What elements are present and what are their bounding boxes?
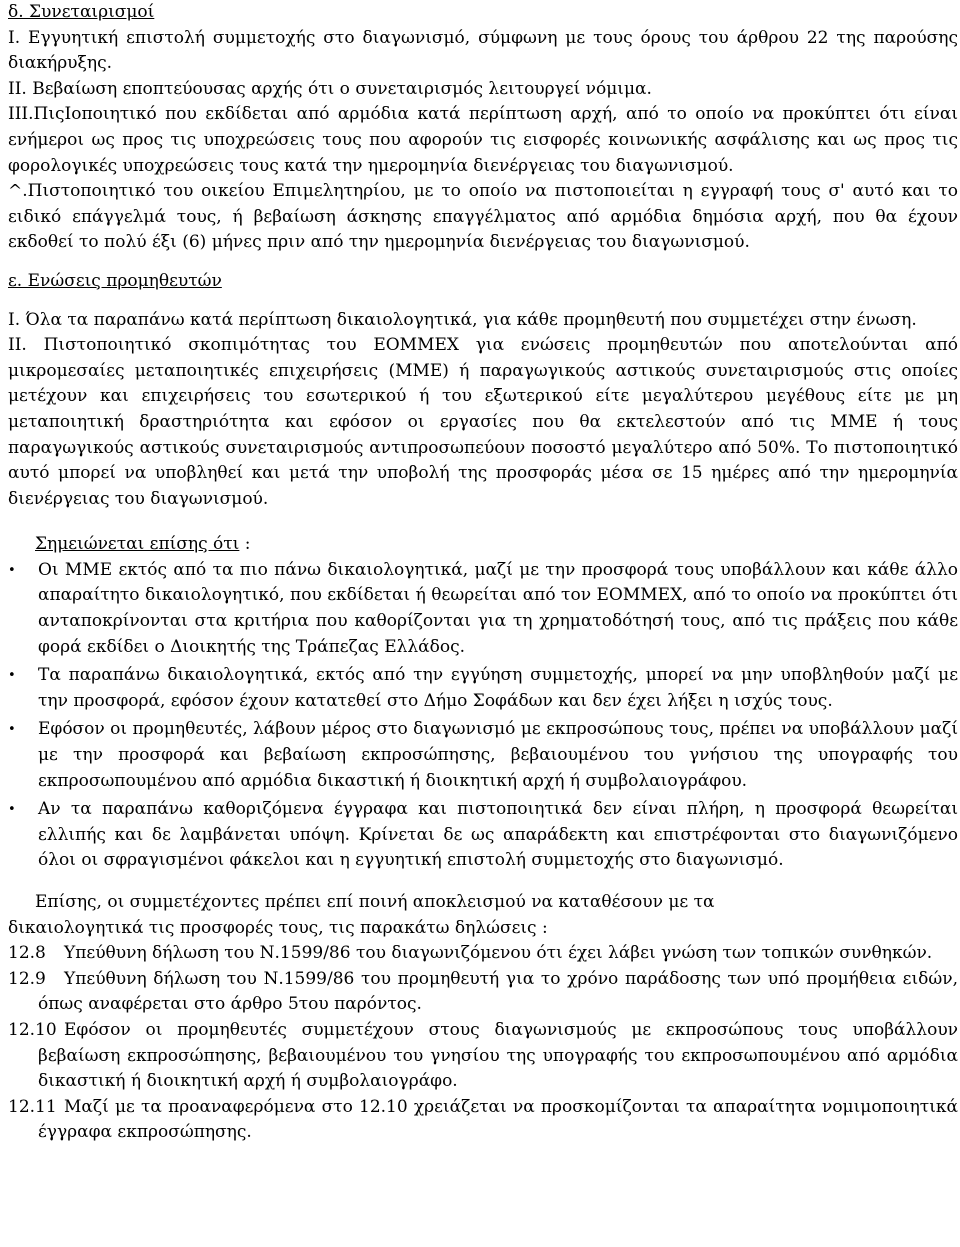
list-item bbox=[8, 663, 958, 714]
note-text: Οι ΜΜΕ εκτός από τα πιο πάνω δικαιολογητικά, μαζί με την προσφορά τους υποβάλλουν και κάθε άλλο απαραίτητο δικαιολογητικό, που εκδίδεται ή θεωρείται από τον ΕΟΜΜΕΧ, από το οποίο να προκύπτει ότι ανταποκρίνονται στα κριτήρια που καθορίζονται για τη χρηματοδότησή τους, από τις πράξεις που κάθε φορά εκδίδει ο Διοικητής της Τράπεζας Ελλάδος. bbox=[38, 559, 958, 657]
declaration-number: 12.8 bbox=[8, 943, 46, 964]
declaration-text: Μαζί με τα προαναφερόμενα στο 12.10 χρειάζεται να προσκομίζονται τα απαραίτητα νομιμοποιητικά έγγραφα εκπροσώπησης. bbox=[38, 1096, 958, 1143]
list-item bbox=[8, 717, 958, 794]
declarations-intro-1: Επίσης, οι συμμετέχοντες πρέπει επί ποινή αποκλεισμού να καταθέσουν με τα bbox=[35, 892, 715, 912]
notes-label-text: Σημειώνεται επίσης ότι bbox=[35, 534, 240, 555]
section-d-item-2: II. Βεβαίωση εποπτεύουσας αρχής ότι ο συνεταιρισμός λειτουργεί νόμιμα. bbox=[8, 78, 652, 99]
declaration-item bbox=[8, 967, 958, 1018]
bullet-icon: • bbox=[8, 562, 16, 578]
bullet-icon: • bbox=[8, 802, 16, 818]
section-e-title: ε. Ενώσεις προμηθευτών bbox=[8, 270, 222, 291]
list-item bbox=[8, 797, 958, 874]
notes-label bbox=[35, 532, 958, 558]
declaration-text: Υπεύθυνη δήλωση του Ν.1599/86 του προμηθευτή για το χρόνο παράδοσης των υπό προμήθεια ειδών, όπως αναφέρεται στο άρθρο 5του παρόντος. bbox=[38, 968, 958, 1015]
declaration-item bbox=[8, 941, 958, 967]
declarations-intro-2: δικαιολογητικά τις προσφορές τους, τις παρακάτω δηλώσεις : bbox=[8, 917, 548, 938]
declaration-item bbox=[8, 1018, 958, 1095]
declaration-number: 12.9 bbox=[8, 968, 46, 989]
list-item bbox=[8, 558, 958, 660]
section-e-item-1: I. Όλα τα παραπάνω κατά περίπτωση δικαιολογητικά, για κάθε προμηθευτή που συμμετέχει στην ένωση. bbox=[8, 309, 917, 330]
notes-list bbox=[8, 558, 958, 874]
bullet-icon: • bbox=[8, 668, 16, 684]
declaration-text: Υπεύθυνη δήλωση του Ν.1599/86 του διαγωνιζόμενου ότι έχει λάβει γνώση των τοπικών συνθηκών. bbox=[64, 943, 933, 964]
declaration-number: 12.10 bbox=[8, 1019, 57, 1040]
notes-label-suffix: : bbox=[239, 534, 251, 555]
section-e-item-2: II. Πιστοποιητικό σκοπιμότητας του ΕΟΜΜΕΧ για ενώσεις προμηθευτών που αποτελούνται από μικρομεσαίες μεταποιητικές επιχειρήσεις (ΜΜΕ) ή παραγωγικούς αστικούς συνεταιρισμούς στις οποίες μετέχουν και επιχειρήσεις του εσωτερικού ή του εξωτερικού είτε μεγαλύτερου μεγέθους είτε με μη μεταποιητική δραστηριότητα και εφόσον οι εργασίες που θα εκτελεστούν από τις ΜΜΕ ή τους παραγωγικούς αστικούς συνεταιρισμούς αντιπροσωπεύουν ποσοστό μεγαλύτερο από 50%. Το πιστοποιητικό αυτό μπορεί να υποβληθεί και μετά την υποβολή της προσφοράς μέσα σε 15 ημέρες από την ημερομηνία διενέργειας του διαγωνισμού. bbox=[8, 335, 958, 509]
section-d-item-1: I. Εγγυητική επιστολή συμμετοχής στο διαγωνισμό, σύμφωνη με τους όρους του άρθρου 22 της παρούσης διακήρυξης. bbox=[8, 27, 958, 74]
declaration-number: 12.11 bbox=[8, 1096, 57, 1117]
note-text: Τα παραπάνω δικαιολογητικά, εκτός από την εγγύηση συμμετοχής, μπορεί να μην υποβληθούν μαζί με την προσφορά, εφόσον έχουν κατατεθεί στο Δήμο Σοφάδων και δεν έχει λήξει η ισχύς τους. bbox=[38, 665, 958, 711]
note-text: Εφόσον οι προμηθευτές, λάβουν μέρος στο διαγωνισμό με εκπροσώπους τους, πρέπει να υποβάλλουν μαζί με την προσφορά και βεβαίωση εκπροσώπησης, βεβαιουμένου του γνήσιου της υπογραφής του εκπροσωπουμένου από αρμόδια δικαστική ή διοικητική αρχή ή συμβολαιογράφου. bbox=[38, 719, 958, 791]
section-d-item-4: ^.Πιστοποιητικό του οικείου Επιμελητηρίου, με το οποίο να πιστοποιείται η εγγραφή τους σ' αυτό και το ειδικό επάγγελμά τους, ή βεβαίωση άσκησης επαγγέλματος από αρμόδια δημόσια αρχή, που θα έχουν εκδοθεί το πολύ έξι (6) μήνες πριν από την ημερομηνία διενέργειας του διαγωνισμού. bbox=[8, 181, 958, 253]
note-text: Αν τα παραπάνω καθοριζόμενα έγγραφα και πιστοποιητικά δεν είναι πλήρη, η προσφορά θεωρείται ελλιπής και δε λαμβάνεται υπόψη. Κρίνεται δε ως απαράδεκτη και επιστρέφονται στο διαγωνιζόμενο όλοι οι σφραγισμένοι φάκελοι και η εγγυητική επιστολή συμμετοχής στο διαγωνισμό. bbox=[38, 799, 958, 871]
bullet-icon: • bbox=[8, 722, 16, 738]
declaration-item bbox=[8, 1095, 958, 1146]
section-d-title: δ. Συνεταιρισμοί bbox=[8, 2, 155, 22]
declaration-text: Εφόσον οι προμηθευτές συμμετέχουν στους διαγωνισμούς με εκπροσώπους τους υποβάλλουν βεβαίωση εκπροσώπησης, βεβαιουμένου του γνησίου της υπογραφής του εκπροσωπουμένου από αρμόδια δικαστική ή διοικητική αρχή ή συμβολαιογράφο. bbox=[38, 1019, 958, 1092]
section-d-item-3: III.ΠιςΙοποιητικό που εκδίδεται από αρμόδια κατά περίπτωση αρχή, από το οποίο να προκύπτει ότι είναι ενήμεροι ως προς τις υποχρεώσεις τους που αφορούν τις εισφορές κοινωνικής ασφάλισης και ως προς τις φορολογικές υποχρεώσεις τους κατά την ημερομηνία διενέργειας του διαγωνισμού. bbox=[8, 104, 958, 176]
declarations-list bbox=[8, 941, 958, 1146]
